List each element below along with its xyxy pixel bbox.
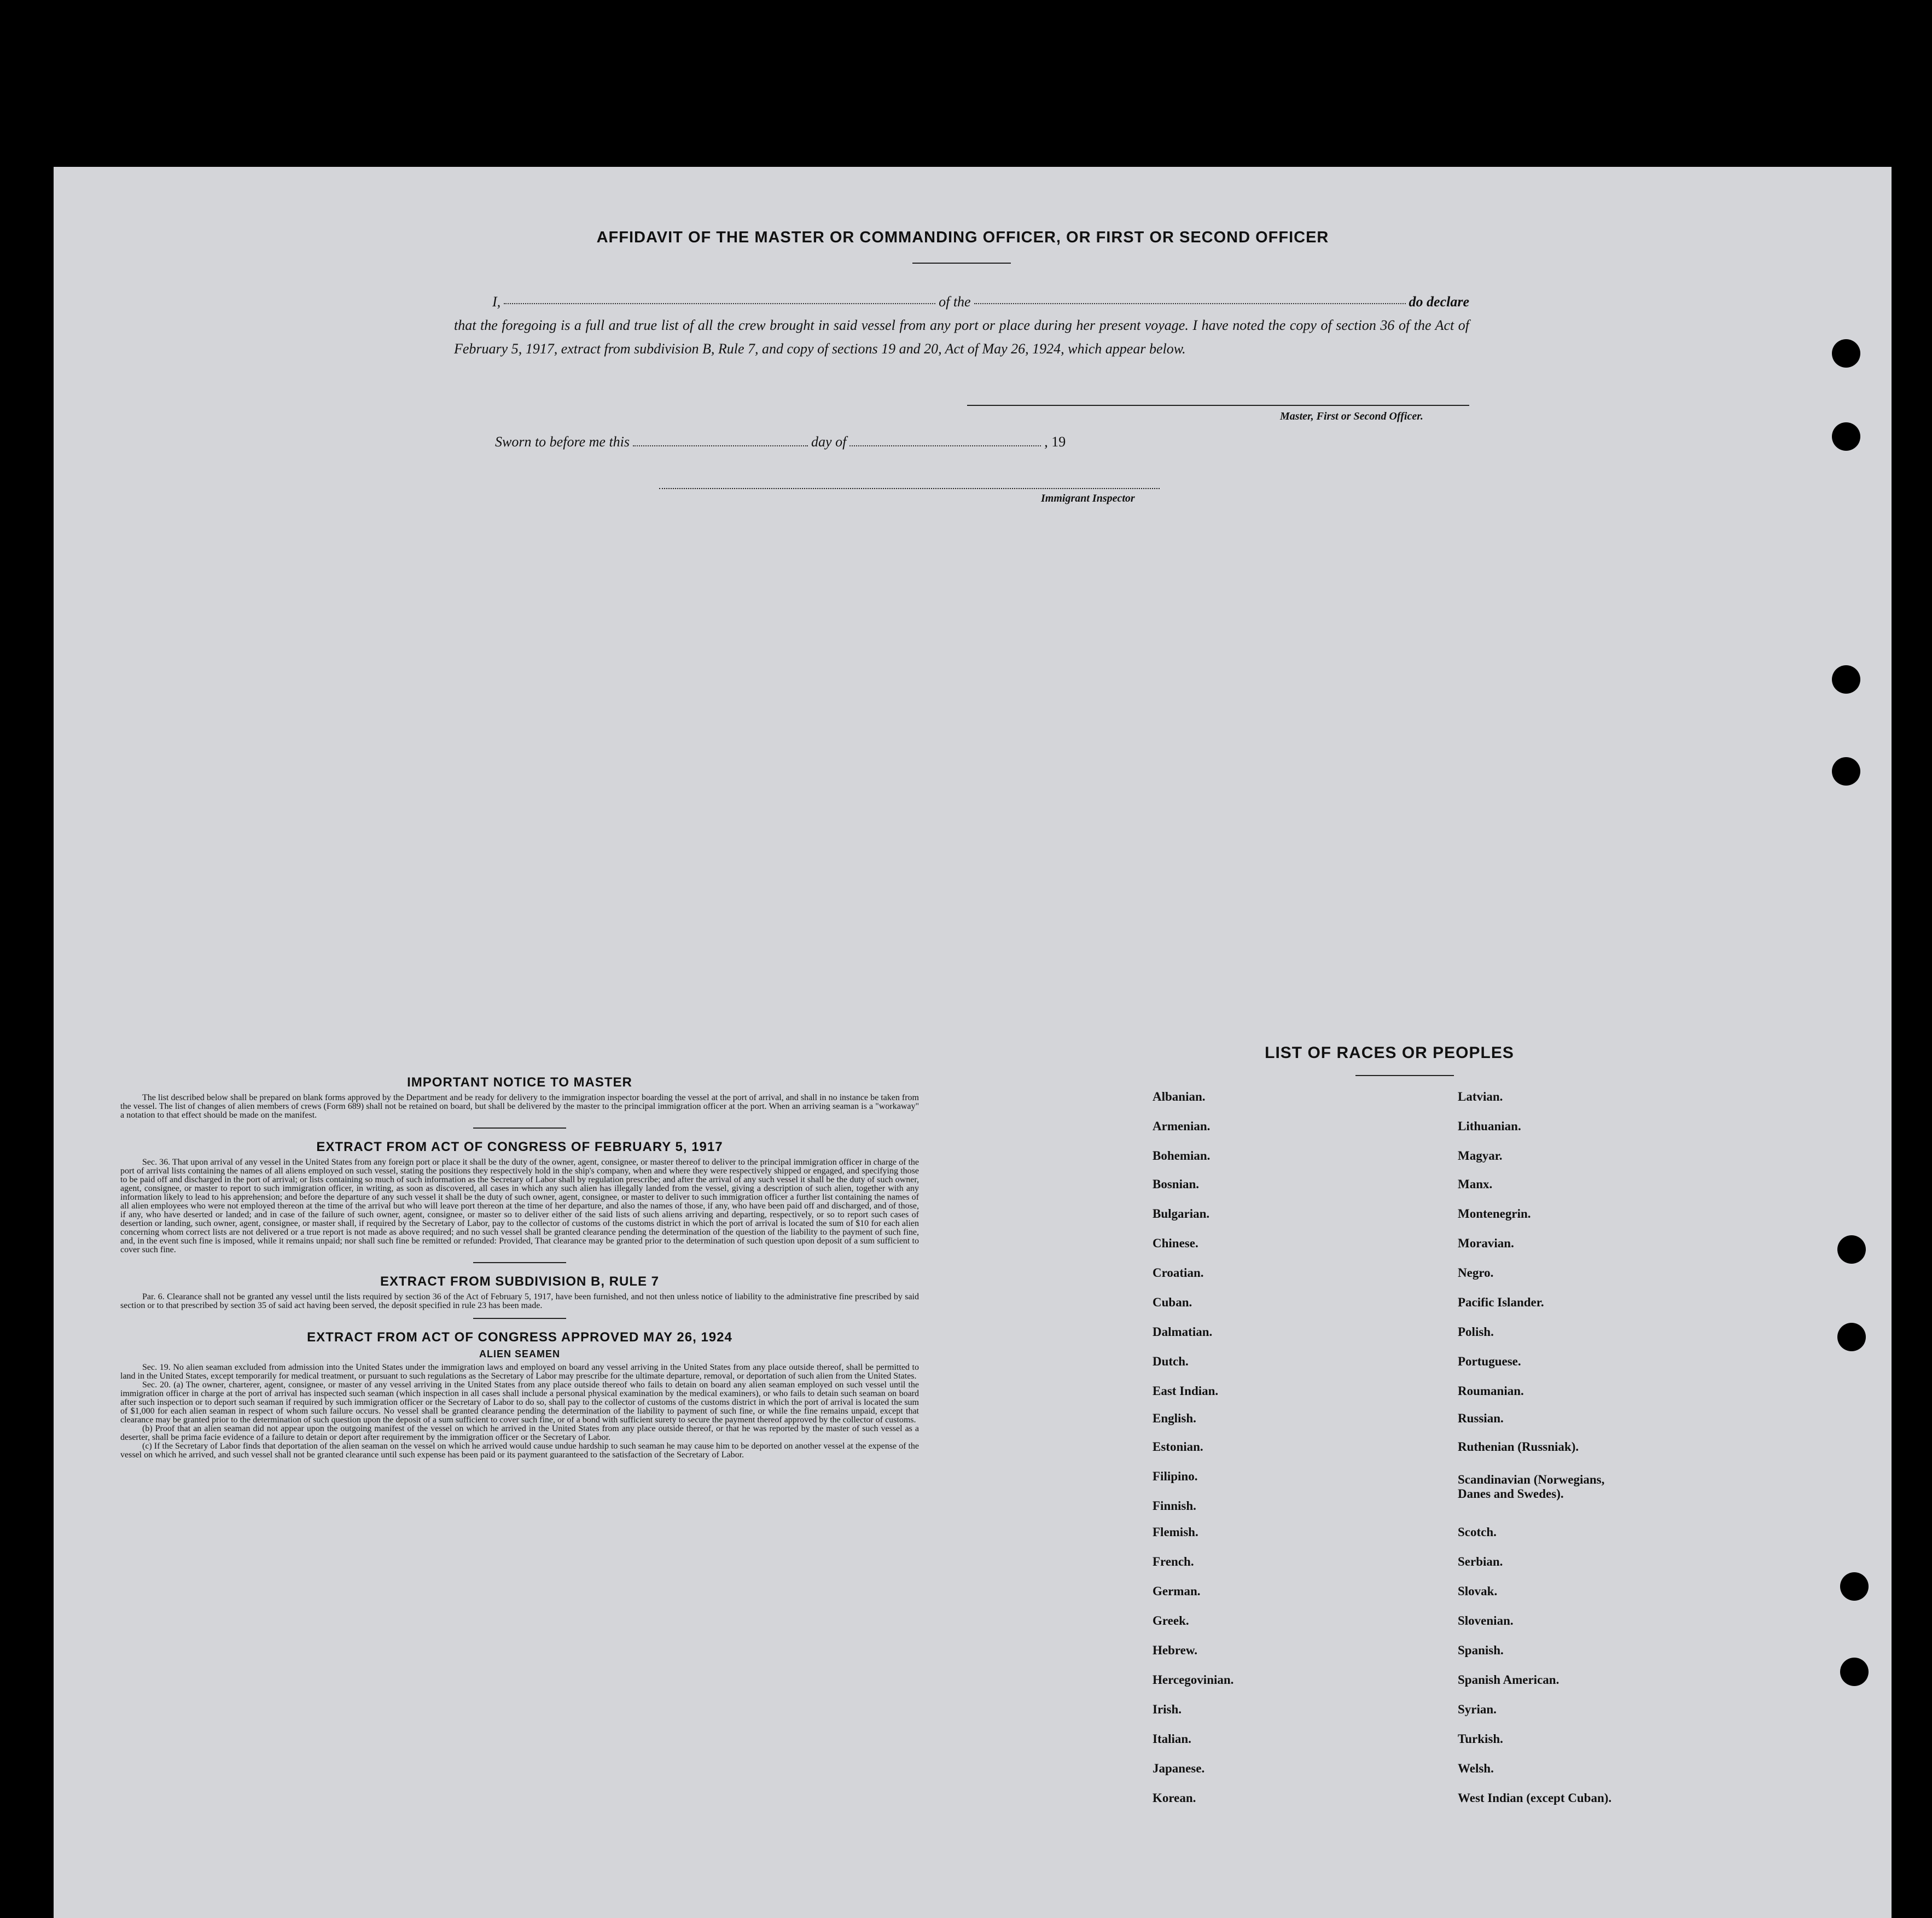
race-item: Estonian. [1153, 1440, 1203, 1454]
race-item: Polish. [1458, 1325, 1494, 1339]
race-item: Dalmatian. [1153, 1325, 1213, 1339]
affidavit-body: that the foregoing is a full and true list of all the crew brought in said vessel from any port or place during her present voyage. I have noted the copy of section 36 of the Act of February 5, 1917, extract from subdivision B, Rule 7, and copy of sections 19 and 20, Act of May 26, 1924, which appear below. [454, 317, 1469, 357]
race-item: Bosnian. [1153, 1177, 1200, 1191]
races-title: LIST OF RACES OR PEOPLES [1265, 1044, 1514, 1062]
punch-hole [1837, 1323, 1866, 1351]
legal-notices-column [120, 1075, 919, 1460]
race-item: French. [1153, 1555, 1194, 1568]
punch-hole [1832, 422, 1860, 451]
master-signature-label: Master, First or Second Officer. [1280, 410, 1423, 422]
race-item: English. [1153, 1411, 1196, 1425]
extract-rule7-title: EXTRACT FROM SUBDIVISION B, RULE 7 [380, 1274, 660, 1289]
extract-rule7-text: Par. 6. Clearance shall not be granted any vessel until the lists required by section 36 of the Act of February 5, 1917, have been furnished, and not then unless notice of liability to the administrative fine prescribed by said section or to that prescribed by section 35 of said act having been served, the deposit specified in rule 23 has been made. [120, 1292, 919, 1310]
race-item: Scandinavian (Norwegians, Danes and Swedes). [1458, 1473, 1605, 1501]
race-item: Pacific Islander. [1458, 1295, 1544, 1309]
race-item: Italian. [1153, 1732, 1191, 1746]
inspector-signature-line[interactable] [659, 488, 1160, 489]
sec20c-text: (c) If the Secretary of Labor finds that deportation of the alien seaman on the vessel on which he arrived would cause undue hardship to such seaman he may cause him to be deported on another vessel at the expense of the vessel on which he arrived, and such vessel shall not be granted clearance until such expense has been paid or its payment guaranteed to the satisfaction of the Secretary of Labor. [120, 1442, 919, 1460]
race-item: Manx. [1458, 1177, 1493, 1191]
punch-hole [1832, 757, 1860, 786]
race-item: Irish. [1153, 1702, 1182, 1716]
races-title-divider [1355, 1075, 1454, 1076]
extract-1917-text: Sec. 36. That upon arrival of any vessel in the United States from any foreign port or place it shall be the duty of the owner, agent, consignee, or master thereof to deliver to the principal immigration officer in charge of the port of arrival lists containing the names of all aliens employed on such vessel, stating the positions they respectively hold in the ship's company, when and where they were respectively shipped or engaged, and specifying those to be paid off and discharged in the port of arrival; or lists containing so much of such information as the Secretary of Labor shall by regulation prescribe; and after the arrival of any such vessel it shall be the duty of such owner, agent, consignee, or master to report to such immigration officer, in writing, as soon as discovered, all cases in which any such alien has illegally landed from the vessel, giving a description of such alien, together with any information likely to lead to his apprehension; and before the departure of any such vessel it shall be the duty of such owner, agent, consignee, or master to deliver to such immigration officer a further list containing the names of all alien employees who were not employed thereon at the time of the arrival but who will leave port thereon at the time of her departure, and also the names of those, if any, who have been paid off and discharged, and of those, if any, who have deserted or landed; and in case of the failure of such owner, agent, consignee, or master so to deliver either of the said lists of such aliens arriving and departing, respectively, or so to report such cases of desertion or landing, such owner, agent, consignee, or master shall, if required by the Secretary of Labor, pay to the collector of customs of the customs district in which the port of arrival is located the sum of $10 for each alien concerning whom correct lists are not delivered or a true report is not made as above required; and no such vessel shall be granted clearance pending the determination of the question of the liability to the payment of such fine, and, in the event such fine is imposed, while it remains unpaid; nor shall such fine be remitted or refunded: Provided, That clearance may be granted prior to the determination of such question upon deposit of a sum sufficient to cover such fine. [120, 1158, 919, 1254]
punch-hole [1840, 1572, 1869, 1601]
race-item: Spanish. [1458, 1643, 1504, 1657]
race-item: Hercegovinian. [1153, 1673, 1234, 1687]
race-item: German. [1153, 1584, 1201, 1598]
race-item: Montenegrin. [1458, 1207, 1531, 1220]
extract-1917-title: EXTRACT FROM ACT OF CONGRESS OF FEBRUARY 5, 1917 [316, 1140, 723, 1154]
race-item: Portuguese. [1458, 1355, 1521, 1368]
i-word: I, [492, 294, 501, 310]
declare-word: do declare [1409, 294, 1470, 310]
race-item: Russian. [1458, 1411, 1504, 1425]
race-item: Roumanian. [1458, 1384, 1524, 1398]
master-signature-line[interactable] [967, 405, 1469, 406]
divider [473, 1318, 566, 1319]
punch-hole [1837, 1235, 1866, 1264]
race-item: Spanish American. [1458, 1673, 1559, 1687]
vessel-blank[interactable] [974, 303, 1406, 304]
sec19-text: Sec. 19. No alien seaman excluded from admission into the United States under the immigration laws and employed on board any vessel arriving in the United States from any place outside thereof, shall be permitted to land in the United States, except temporarily for medical treatment, or pursuant to such regulations as the Secretary of Labor may prescribe for the ultimate departure, removal, or deportation of such alien from the United States. [120, 1363, 919, 1381]
race-item: Filipino. [1153, 1469, 1198, 1483]
year-prefix: , 19 [1044, 434, 1066, 450]
affidavit-title: AFFIDAVIT OF THE MASTER OR COMMANDING OFFICER, OR FIRST OR SECOND OFFICER [596, 229, 1329, 246]
race-item: Latvian. [1458, 1090, 1503, 1103]
race-item: Lithuanian. [1458, 1119, 1521, 1133]
race-item: Slovenian. [1458, 1614, 1514, 1628]
inspector-signature-label: Immigrant Inspector [1041, 492, 1135, 504]
sec20a-text: Sec. 20. (a) The owner, charterer, agent, consignee, or master of any vessel arriving in the United States from any place outside thereof who fails to detain on board any alien seaman employed on such vessel until the immigration officer in charge at the port of arrival has inspected such seaman (which inspection in all cases shall include a personal physical examination by the medical examiners), or who fails to detain such seaman on board after such inspection or to deport such seaman if required by such immigration officer or the Secretary of Labor to do so, shall pay to the collector of customs of the customs district in which the port of arrival is located the sum of $1,000 for each alien seaman in respect of whom such failure occurs. No vessel shall be granted clearance pending the determination of the liability to payment of such fine, or while the fine remains unpaid, except that clearance may be granted prior to the determination of such question upon the deposit of a sum sufficient to cover such fine, or of a bond with sufficient surety to secure the payment thereof approved by the collector of customs. [120, 1380, 919, 1425]
race-item: Bohemian. [1153, 1149, 1211, 1163]
affidavit-declaration-line [454, 290, 1469, 313]
race-item: Finnish. [1153, 1499, 1196, 1513]
punch-hole [1832, 665, 1860, 694]
race-item: Serbian. [1458, 1555, 1503, 1568]
extract-1924-title: EXTRACT FROM ACT OF CONGRESS APPROVED MAY 26, 1924 [307, 1330, 732, 1345]
alien-seamen-subtitle: ALIEN SEAMEN [479, 1349, 560, 1359]
race-item: Welsh. [1458, 1762, 1494, 1775]
race-item: Flemish. [1153, 1525, 1198, 1539]
divider [473, 1127, 566, 1129]
race-item: Moravian. [1458, 1236, 1514, 1250]
sworn-prefix: Sworn to before me this [495, 434, 630, 450]
divider [473, 1262, 566, 1263]
race-item: Greek. [1153, 1614, 1189, 1628]
race-item: West Indian (except Cuban). [1458, 1791, 1612, 1805]
race-item: Bulgarian. [1153, 1207, 1210, 1220]
race-item: East Indian. [1153, 1384, 1219, 1398]
race-item: Turkish. [1458, 1732, 1503, 1746]
race-item: Syrian. [1458, 1702, 1497, 1716]
race-item: Slovak. [1458, 1584, 1498, 1598]
title-divider [912, 263, 1011, 264]
day-of-word: day of [811, 434, 847, 450]
race-item: Japanese. [1153, 1762, 1205, 1775]
race-item: Scotch. [1458, 1525, 1497, 1539]
punch-hole [1832, 339, 1860, 368]
race-item: Ruthenian (Russniak). [1458, 1440, 1579, 1454]
notice-text: The list described below shall be prepared on blank forms approved by the Department and be ready for delivery to the immigration inspector boarding the vessel at the port of arrival, and shall in no instance be taken from the vessel. The list of changes of alien members of crews (Form 689) shall not be retained on board, but shall be delivered by the master to the principal immigration officer at the port. When an arriving seaman is a "workaway" a notation to that effect should be made on the manifest. [120, 1093, 919, 1120]
race-item: Cuban. [1153, 1295, 1192, 1309]
sworn-line [495, 434, 1113, 450]
race-item: Negro. [1458, 1266, 1494, 1280]
race-item: Croatian. [1153, 1266, 1204, 1280]
race-item: Korean. [1153, 1791, 1196, 1805]
race-item: Chinese. [1153, 1236, 1198, 1250]
race-item: Armenian. [1153, 1119, 1211, 1133]
notice-title: IMPORTANT NOTICE TO MASTER [407, 1075, 632, 1090]
month-blank[interactable] [849, 445, 1041, 446]
affidavit-text [454, 290, 1469, 361]
race-item: Magyar. [1458, 1149, 1503, 1163]
race-item: Albanian. [1153, 1090, 1206, 1103]
of-the-word: of the [939, 294, 971, 310]
name-blank[interactable] [504, 303, 935, 304]
day-blank[interactable] [633, 445, 808, 446]
punch-hole [1840, 1658, 1869, 1686]
form-page [54, 167, 1892, 1918]
sec20b-text: (b) Proof that an alien seaman did not appear upon the outgoing manifest of the vessel on which he arrived in the United States from any place outside thereof, or that he was reported by the master of such vessel as a deserter, shall be prima facie evidence of a failure to detain or deport after requirement by the immigration officer or the Secretary of Labor. [120, 1424, 919, 1442]
race-item: Dutch. [1153, 1355, 1189, 1368]
race-item: Hebrew. [1153, 1643, 1197, 1657]
